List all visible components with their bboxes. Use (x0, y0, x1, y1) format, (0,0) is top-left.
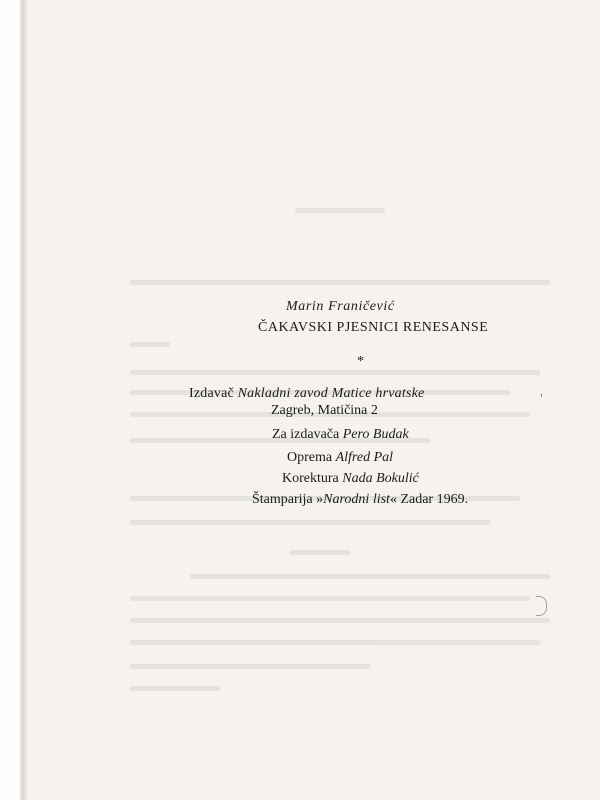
printer-quote-open: » (316, 492, 324, 507)
publisher-line (189, 385, 424, 402)
proofreading-value: Nada Bokulić (342, 471, 419, 486)
paper-clip-mark (536, 596, 547, 616)
for-publisher-label: Za izdavača (272, 427, 340, 442)
design-line (287, 449, 393, 466)
for-publisher-value: Pero Budak (342, 427, 409, 442)
design-value: Alfred Pal (335, 450, 394, 465)
author-name: Marin Franičević (286, 299, 395, 314)
printer-label: Štamparija (252, 492, 313, 507)
proofreading-label: Korektura (282, 471, 339, 486)
proofreading-line (282, 470, 419, 487)
separator-asterisk: * (357, 354, 364, 369)
design-label: Oprema (287, 450, 333, 465)
fold-shadow (22, 0, 28, 800)
publisher-value: Nakladni zavod Matice hrvatske (237, 386, 425, 401)
printer-quote-close: « (389, 492, 397, 507)
printer-line (252, 491, 468, 508)
printer-place-year: Zadar 1969. (400, 492, 469, 507)
for-publisher-line (272, 426, 409, 443)
publisher-address: Zagreb, Matičina 2 (271, 403, 378, 418)
book-title: ČAKAVSKI PJESNICI RENESANSE (258, 320, 489, 335)
stray-mark: ' (540, 393, 543, 404)
publisher-label: Izdavač (189, 386, 234, 401)
printer-value: Narodni list (323, 492, 390, 507)
